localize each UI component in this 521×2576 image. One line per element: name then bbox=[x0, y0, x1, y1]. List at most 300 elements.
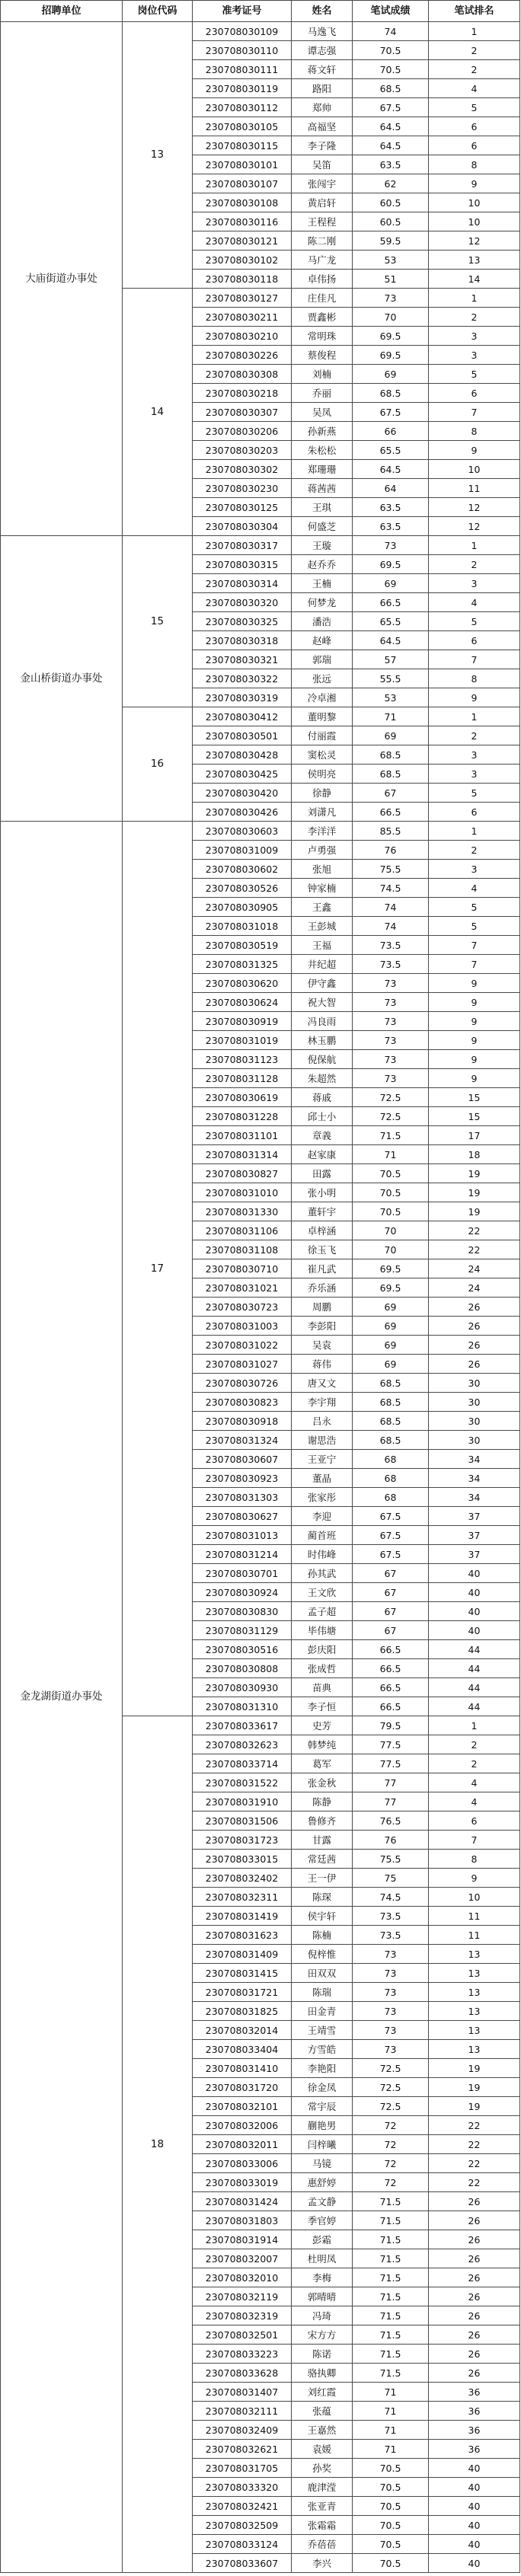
candidate-name-cell: 闫梓曦 bbox=[292, 2135, 353, 2154]
candidate-name-cell: 崔凡武 bbox=[292, 1259, 353, 1278]
exam-id-cell: 230708030203 bbox=[193, 441, 292, 460]
rank-cell: 10 bbox=[429, 193, 520, 212]
score-cell: 67 bbox=[353, 1602, 429, 1621]
exam-id-cell: 230708033617 bbox=[193, 1716, 292, 1735]
score-cell: 66.5 bbox=[353, 1678, 429, 1697]
score-cell: 63.5 bbox=[353, 517, 429, 536]
rank-cell: 34 bbox=[429, 1450, 520, 1469]
rank-cell: 2 bbox=[429, 726, 520, 745]
rank-cell: 26 bbox=[429, 2306, 520, 2325]
exam-id-cell: 230708030919 bbox=[193, 1012, 292, 1031]
candidate-name-cell: 王福 bbox=[292, 936, 353, 955]
exam-id-cell: 230708031419 bbox=[193, 1907, 292, 1926]
rank-cell: 44 bbox=[429, 1659, 520, 1678]
candidate-name-cell: 惠舒婷 bbox=[292, 2173, 353, 2192]
score-cell: 70.5 bbox=[353, 41, 429, 60]
exam-id-cell: 230708030101 bbox=[193, 155, 292, 174]
score-cell: 70.5 bbox=[353, 60, 429, 79]
exam-id-cell: 230708031106 bbox=[193, 1221, 292, 1240]
exam-id-cell: 230708032409 bbox=[193, 2421, 292, 2440]
score-cell: 62 bbox=[353, 174, 429, 193]
rank-cell: 4 bbox=[429, 879, 520, 898]
exam-id-cell: 230708030924 bbox=[193, 1583, 292, 1602]
exam-id-cell: 230708031705 bbox=[193, 2459, 292, 2478]
rank-cell: 9 bbox=[429, 174, 520, 193]
exam-id-cell: 230708030318 bbox=[193, 631, 292, 650]
rank-cell: 1 bbox=[429, 22, 520, 41]
rank-cell: 26 bbox=[429, 2287, 520, 2306]
score-cell: 73 bbox=[353, 536, 429, 555]
candidate-name-cell: 陈二刚 bbox=[292, 231, 353, 251]
score-cell: 71.5 bbox=[353, 2211, 429, 2230]
score-cell: 71.5 bbox=[353, 1126, 429, 1145]
exam-id-cell: 230708031303 bbox=[193, 1488, 292, 1507]
exam-id-cell: 230708030210 bbox=[193, 327, 292, 346]
exam-id-cell: 230708030923 bbox=[193, 1469, 292, 1488]
candidate-name-cell: 李洋洋 bbox=[292, 822, 353, 841]
rank-cell: 40 bbox=[429, 2554, 520, 2573]
exam-id-cell: 230708031914 bbox=[193, 2230, 292, 2249]
exam-id-cell: 230708033628 bbox=[193, 2364, 292, 2383]
exam-id-cell: 230708032111 bbox=[193, 2402, 292, 2421]
exam-id-cell: 230708030319 bbox=[193, 688, 292, 707]
candidate-name-cell: 赵乔乔 bbox=[292, 555, 353, 574]
score-cell: 73.5 bbox=[353, 936, 429, 955]
candidate-name-cell: 周鹏 bbox=[292, 1298, 353, 1317]
rank-cell: 12 bbox=[429, 498, 520, 517]
rank-cell: 9 bbox=[429, 993, 520, 1012]
exam-id-cell: 230708032014 bbox=[193, 2021, 292, 2040]
exam-id-cell: 230708032011 bbox=[193, 2135, 292, 2154]
score-cell: 64.5 bbox=[353, 460, 429, 479]
candidate-name-cell: 冯琦 bbox=[292, 2306, 353, 2325]
score-cell: 63.5 bbox=[353, 498, 429, 517]
score-cell: 53 bbox=[353, 688, 429, 707]
exam-id-cell: 230708030102 bbox=[193, 251, 292, 270]
rank-cell: 6 bbox=[429, 117, 520, 136]
exam-id-cell: 230708031013 bbox=[193, 1526, 292, 1545]
exam-id-cell: 230708031003 bbox=[193, 1317, 292, 1336]
position-code-cell: 14 bbox=[123, 289, 193, 536]
rank-cell: 40 bbox=[429, 1564, 520, 1583]
exam-id-cell: 230708031415 bbox=[193, 1964, 292, 1983]
candidate-name-cell: 方雪皓 bbox=[292, 2040, 353, 2059]
rank-cell: 26 bbox=[429, 2364, 520, 2383]
exam-id-cell: 230708030619 bbox=[193, 1088, 292, 1107]
rank-cell: 40 bbox=[429, 2516, 520, 2535]
rank-cell: 40 bbox=[429, 2497, 520, 2516]
candidate-name-cell: 赵峰 bbox=[292, 631, 353, 650]
score-cell: 66.5 bbox=[353, 1697, 429, 1716]
exam-id-cell: 230708032119 bbox=[193, 2287, 292, 2306]
exam-id-cell: 230708030226 bbox=[193, 346, 292, 365]
exam-id-cell: 230708031723 bbox=[193, 1831, 292, 1850]
rank-cell: 9 bbox=[429, 974, 520, 993]
rank-cell: 13 bbox=[429, 251, 520, 270]
exam-id-cell: 230708031721 bbox=[193, 1983, 292, 2002]
candidate-name-cell: 田双双 bbox=[292, 1964, 353, 1983]
score-cell: 69.5 bbox=[353, 1278, 429, 1298]
rank-cell: 2 bbox=[429, 841, 520, 860]
candidate-name-cell: 倪梓惟 bbox=[292, 1945, 353, 1964]
rank-cell: 18 bbox=[429, 1145, 520, 1164]
candidate-name-cell: 黄启轩 bbox=[292, 193, 353, 212]
candidate-name-cell: 常廷茜 bbox=[292, 1850, 353, 1869]
rank-cell: 36 bbox=[429, 2440, 520, 2459]
score-cell: 70.5 bbox=[353, 2554, 429, 2573]
score-cell: 64.5 bbox=[353, 631, 429, 650]
candidate-name-cell: 时伟峰 bbox=[292, 1545, 353, 1564]
exam-id-cell: 230708031324 bbox=[193, 1431, 292, 1450]
score-cell: 73 bbox=[353, 974, 429, 993]
candidate-name-cell: 张金秋 bbox=[292, 1773, 353, 1792]
score-cell: 71 bbox=[353, 1145, 429, 1164]
score-cell: 68.5 bbox=[353, 745, 429, 765]
exam-id-cell: 230708030304 bbox=[193, 517, 292, 536]
score-cell: 72 bbox=[353, 2135, 429, 2154]
candidate-name-cell: 杜明凤 bbox=[292, 2249, 353, 2268]
score-cell: 77 bbox=[353, 1792, 429, 1811]
exam-id-cell: 230708033006 bbox=[193, 2154, 292, 2173]
candidate-name-cell: 唐又文 bbox=[292, 1374, 353, 1393]
exam-id-cell: 230708033223 bbox=[193, 2345, 292, 2364]
rank-cell: 11 bbox=[429, 1907, 520, 1926]
rank-cell: 36 bbox=[429, 2383, 520, 2402]
candidate-name-cell: 张霜霜 bbox=[292, 2516, 353, 2535]
candidate-name-cell: 张成哲 bbox=[292, 1659, 353, 1678]
score-cell: 73.5 bbox=[353, 955, 429, 974]
exam-id-cell: 230708033320 bbox=[193, 2478, 292, 2497]
score-cell: 71.5 bbox=[353, 2306, 429, 2325]
score-cell: 64.5 bbox=[353, 136, 429, 155]
candidate-name-cell: 陈楠 bbox=[292, 1926, 353, 1945]
candidate-name-cell: 张旭 bbox=[292, 860, 353, 879]
rank-cell: 8 bbox=[429, 422, 520, 441]
exam-id-cell: 230708030830 bbox=[193, 1602, 292, 1621]
rank-cell: 26 bbox=[429, 2230, 520, 2249]
exam-id-cell: 230708030930 bbox=[193, 1678, 292, 1697]
rank-cell: 5 bbox=[429, 784, 520, 803]
position-code-cell: 13 bbox=[123, 22, 193, 289]
exam-id-cell: 230708030620 bbox=[193, 974, 292, 993]
candidate-name-cell: 朱松松 bbox=[292, 441, 353, 460]
header-position-code: 岗位代码 bbox=[123, 1, 193, 22]
header-exam-id: 准考证号 bbox=[193, 1, 292, 22]
candidate-name-cell: 刘潇凡 bbox=[292, 803, 353, 822]
candidate-name-cell: 邱士小 bbox=[292, 1107, 353, 1126]
exam-id-cell: 230708032402 bbox=[193, 1869, 292, 1888]
candidate-name-cell: 王亚宁 bbox=[292, 1450, 353, 1469]
score-cell: 74 bbox=[353, 917, 429, 936]
rank-cell: 19 bbox=[429, 2078, 520, 2097]
score-cell: 63.5 bbox=[353, 155, 429, 174]
score-cell: 69.5 bbox=[353, 346, 429, 365]
candidate-name-cell: 孙新燕 bbox=[292, 422, 353, 441]
candidate-name-cell: 王楠 bbox=[292, 574, 353, 593]
exam-id-cell: 230708030315 bbox=[193, 555, 292, 574]
rank-cell: 4 bbox=[429, 79, 520, 98]
score-cell: 76.5 bbox=[353, 1811, 429, 1831]
candidate-name-cell: 张家彤 bbox=[292, 1488, 353, 1507]
exam-id-cell: 230708031101 bbox=[193, 1126, 292, 1145]
rank-cell: 9 bbox=[429, 1012, 520, 1031]
rank-cell: 6 bbox=[429, 1811, 520, 1831]
exam-id-cell: 230708031021 bbox=[193, 1278, 292, 1298]
exam-id-cell: 230708030827 bbox=[193, 1164, 292, 1183]
candidate-name-cell: 吴笛 bbox=[292, 155, 353, 174]
rank-cell: 24 bbox=[429, 1278, 520, 1298]
rank-cell: 1 bbox=[429, 536, 520, 555]
rank-cell: 1 bbox=[429, 707, 520, 726]
candidate-name-cell: 卢勇强 bbox=[292, 841, 353, 860]
rank-cell: 11 bbox=[429, 479, 520, 498]
candidate-name-cell: 蒋茜茜 bbox=[292, 479, 353, 498]
score-cell: 65.5 bbox=[353, 612, 429, 631]
rank-cell: 13 bbox=[429, 2040, 520, 2059]
rank-cell: 1 bbox=[429, 1716, 520, 1735]
score-cell: 79.5 bbox=[353, 1716, 429, 1735]
rank-cell: 30 bbox=[429, 1431, 520, 1450]
exam-id-cell: 230708031019 bbox=[193, 1031, 292, 1050]
score-cell: 70.5 bbox=[353, 1164, 429, 1183]
exam-id-cell: 230708030119 bbox=[193, 79, 292, 98]
candidate-name-cell: 李梅 bbox=[292, 2268, 353, 2287]
candidate-name-cell: 伊守鑫 bbox=[292, 974, 353, 993]
exam-id-cell: 230708031018 bbox=[193, 917, 292, 936]
candidate-name-cell: 李彭阳 bbox=[292, 1317, 353, 1336]
rank-cell: 30 bbox=[429, 1374, 520, 1393]
rank-cell: 8 bbox=[429, 1850, 520, 1869]
rank-cell: 40 bbox=[429, 2535, 520, 2554]
rank-cell: 4 bbox=[429, 1792, 520, 1811]
exam-id-cell: 230708030230 bbox=[193, 479, 292, 498]
rank-cell: 9 bbox=[429, 688, 520, 707]
rank-cell: 7 bbox=[429, 403, 520, 422]
score-cell: 55.5 bbox=[353, 669, 429, 688]
exam-id-cell: 230708030425 bbox=[193, 765, 292, 784]
rank-cell: 34 bbox=[429, 1469, 520, 1488]
candidate-name-cell: 张远 bbox=[292, 669, 353, 688]
candidate-name-cell: 田露 bbox=[292, 1164, 353, 1183]
score-cell: 68.5 bbox=[353, 79, 429, 98]
score-cell: 85.5 bbox=[353, 822, 429, 841]
candidate-name-cell: 鹿津滢 bbox=[292, 2478, 353, 2497]
score-cell: 74.5 bbox=[353, 1888, 429, 1907]
score-cell: 69.5 bbox=[353, 555, 429, 574]
score-cell: 71 bbox=[353, 2402, 429, 2421]
exam-id-cell: 230708030302 bbox=[193, 460, 292, 479]
score-cell: 73 bbox=[353, 1964, 429, 1983]
candidate-name-cell: 韩梦纯 bbox=[292, 1735, 353, 1754]
candidate-name-cell: 蒋文轩 bbox=[292, 60, 353, 79]
score-cell: 71.5 bbox=[353, 2364, 429, 2383]
exam-id-cell: 230708030420 bbox=[193, 784, 292, 803]
score-cell: 51 bbox=[353, 270, 429, 289]
candidate-name-cell: 付丽霞 bbox=[292, 726, 353, 745]
score-cell: 71 bbox=[353, 707, 429, 726]
score-cell: 69.5 bbox=[353, 1259, 429, 1278]
candidate-name-cell: 侯明亮 bbox=[292, 765, 353, 784]
rank-cell: 30 bbox=[429, 1412, 520, 1431]
rank-cell: 11 bbox=[429, 1926, 520, 1945]
rank-cell: 1 bbox=[429, 289, 520, 308]
exam-id-cell: 230708030602 bbox=[193, 860, 292, 879]
rank-cell: 3 bbox=[429, 860, 520, 879]
rank-cell: 44 bbox=[429, 1640, 520, 1659]
exam-id-cell: 230708032319 bbox=[193, 2306, 292, 2325]
rank-cell: 5 bbox=[429, 612, 520, 631]
score-cell: 73.5 bbox=[353, 1926, 429, 1945]
header-name: 姓名 bbox=[292, 1, 353, 22]
unit-name-cell: 金山桥街道办事处 bbox=[1, 536, 123, 822]
score-cell: 67.5 bbox=[353, 98, 429, 117]
exam-id-cell: 230708030607 bbox=[193, 1450, 292, 1469]
exam-id-cell: 230708032007 bbox=[193, 2249, 292, 2268]
candidate-name-cell: 冯良雨 bbox=[292, 1012, 353, 1031]
candidate-name-cell: 陈琛 bbox=[292, 1888, 353, 1907]
candidate-name-cell: 谭志强 bbox=[292, 41, 353, 60]
rank-cell: 2 bbox=[429, 308, 520, 327]
candidate-name-cell: 章義 bbox=[292, 1126, 353, 1145]
score-cell: 64 bbox=[353, 479, 429, 498]
exam-id-cell: 230708030111 bbox=[193, 60, 292, 79]
candidate-name-cell: 吕永 bbox=[292, 1412, 353, 1431]
score-cell: 73 bbox=[353, 2040, 429, 2059]
candidate-name-cell: 陈瑞 bbox=[292, 1983, 353, 2002]
rank-cell: 6 bbox=[429, 136, 520, 155]
rank-cell: 9 bbox=[429, 1869, 520, 1888]
candidate-name-cell: 董轩宇 bbox=[292, 1202, 353, 1221]
rank-cell: 26 bbox=[429, 1355, 520, 1374]
rank-cell: 2 bbox=[429, 1735, 520, 1754]
candidate-name-cell: 陈诺 bbox=[292, 2345, 353, 2364]
exam-id-cell: 230708030125 bbox=[193, 498, 292, 517]
score-cell: 70.5 bbox=[353, 2516, 429, 2535]
exam-id-cell: 230708031123 bbox=[193, 1050, 292, 1069]
rank-cell: 13 bbox=[429, 1964, 520, 1983]
rank-cell: 36 bbox=[429, 2421, 520, 2440]
exam-id-cell: 230708030325 bbox=[193, 612, 292, 631]
candidate-name-cell: 刘楠 bbox=[292, 365, 353, 384]
exam-id-cell: 230708031129 bbox=[193, 1621, 292, 1640]
rank-cell: 12 bbox=[429, 517, 520, 536]
exam-id-cell: 230708030426 bbox=[193, 803, 292, 822]
candidate-name-cell: 王璇 bbox=[292, 536, 353, 555]
candidate-name-cell: 马广龙 bbox=[292, 251, 353, 270]
score-cell: 72 bbox=[353, 2116, 429, 2135]
exam-id-cell: 230708030118 bbox=[193, 270, 292, 289]
score-cell: 70.5 bbox=[353, 1183, 429, 1202]
candidate-name-cell: 祝大智 bbox=[292, 993, 353, 1012]
exam-id-cell: 230708031506 bbox=[193, 1811, 292, 1831]
candidate-name-cell: 高福坚 bbox=[292, 117, 353, 136]
candidate-name-cell: 王鑫 bbox=[292, 898, 353, 917]
candidate-name-cell: 孙奖 bbox=[292, 2459, 353, 2478]
score-cell: 74.5 bbox=[353, 879, 429, 898]
rank-cell: 3 bbox=[429, 574, 520, 593]
exam-id-cell: 230708031027 bbox=[193, 1355, 292, 1374]
exam-id-cell: 230708033714 bbox=[193, 1754, 292, 1773]
exam-id-cell: 230708030115 bbox=[193, 136, 292, 155]
score-cell: 69 bbox=[353, 1317, 429, 1336]
candidate-name-cell: 董晶 bbox=[292, 1469, 353, 1488]
rank-cell: 19 bbox=[429, 1183, 520, 1202]
exam-id-cell: 230708031803 bbox=[193, 2211, 292, 2230]
rank-cell: 13 bbox=[429, 1945, 520, 1964]
score-cell: 67 bbox=[353, 1564, 429, 1583]
score-cell: 60.5 bbox=[353, 212, 429, 231]
candidate-name-cell: 贾鑫彬 bbox=[292, 308, 353, 327]
rank-cell: 1 bbox=[429, 822, 520, 841]
candidate-name-cell: 王文欣 bbox=[292, 1583, 353, 1602]
exam-id-cell: 230708030317 bbox=[193, 536, 292, 555]
rank-cell: 9 bbox=[429, 441, 520, 460]
rank-cell: 5 bbox=[429, 898, 520, 917]
score-cell: 77.5 bbox=[353, 1735, 429, 1754]
exam-id-cell: 230708030112 bbox=[193, 98, 292, 117]
score-cell: 74 bbox=[353, 22, 429, 41]
candidate-name-cell: 刘红霞 bbox=[292, 2383, 353, 2402]
exam-id-cell: 230708031108 bbox=[193, 1240, 292, 1259]
candidate-name-cell: 葛军 bbox=[292, 1754, 353, 1773]
exam-id-cell: 230708030320 bbox=[193, 593, 292, 612]
rank-cell: 19 bbox=[429, 2059, 520, 2078]
rank-cell: 10 bbox=[429, 460, 520, 479]
rank-cell: 15 bbox=[429, 1107, 520, 1126]
exam-id-cell: 230708030206 bbox=[193, 422, 292, 441]
unit-name-cell: 大庙街道办事处 bbox=[1, 22, 123, 536]
rank-cell: 22 bbox=[429, 2116, 520, 2135]
candidate-name-cell: 庄佳凡 bbox=[292, 289, 353, 308]
rank-cell: 6 bbox=[429, 803, 520, 822]
candidate-name-cell: 王靖雪 bbox=[292, 2021, 353, 2040]
score-cell: 74 bbox=[353, 898, 429, 917]
score-cell: 72.5 bbox=[353, 2097, 429, 2116]
candidate-name-cell: 马逸飞 bbox=[292, 22, 353, 41]
exam-id-cell: 230708030710 bbox=[193, 1259, 292, 1278]
score-cell: 71.5 bbox=[353, 2249, 429, 2268]
score-cell: 73 bbox=[353, 1012, 429, 1031]
exam-id-cell: 230708031330 bbox=[193, 1202, 292, 1221]
score-cell: 67.5 bbox=[353, 1545, 429, 1564]
exam-id-cell: 230708033607 bbox=[193, 2554, 292, 2573]
score-cell: 72.5 bbox=[353, 1107, 429, 1126]
exam-id-cell: 230708030110 bbox=[193, 41, 292, 60]
rank-cell: 9 bbox=[429, 1069, 520, 1088]
exam-id-cell: 230708031128 bbox=[193, 1069, 292, 1088]
exam-id-cell: 230708030808 bbox=[193, 1659, 292, 1678]
rank-cell: 17 bbox=[429, 1126, 520, 1145]
candidate-name-cell: 张小明 bbox=[292, 1183, 353, 1202]
score-cell: 53 bbox=[353, 251, 429, 270]
score-cell: 73 bbox=[353, 1031, 429, 1050]
candidate-name-cell: 李子恒 bbox=[292, 1697, 353, 1716]
candidate-name-cell: 李艳阳 bbox=[292, 2059, 353, 2078]
candidate-name-cell: 王彭城 bbox=[292, 917, 353, 936]
exam-id-cell: 230708030412 bbox=[193, 707, 292, 726]
rank-cell: 26 bbox=[429, 2192, 520, 2211]
exam-id-cell: 230708030211 bbox=[193, 308, 292, 327]
score-cell: 66 bbox=[353, 422, 429, 441]
candidate-name-cell: 窦松灵 bbox=[292, 745, 353, 765]
exam-id-cell: 230708030526 bbox=[193, 879, 292, 898]
exam-id-cell: 230708030918 bbox=[193, 1412, 292, 1431]
rank-cell: 19 bbox=[429, 1202, 520, 1221]
rank-cell: 10 bbox=[429, 1888, 520, 1907]
exam-id-cell: 230708030105 bbox=[193, 117, 292, 136]
rank-cell: 40 bbox=[429, 1583, 520, 1602]
candidate-name-cell: 孟子超 bbox=[292, 1602, 353, 1621]
